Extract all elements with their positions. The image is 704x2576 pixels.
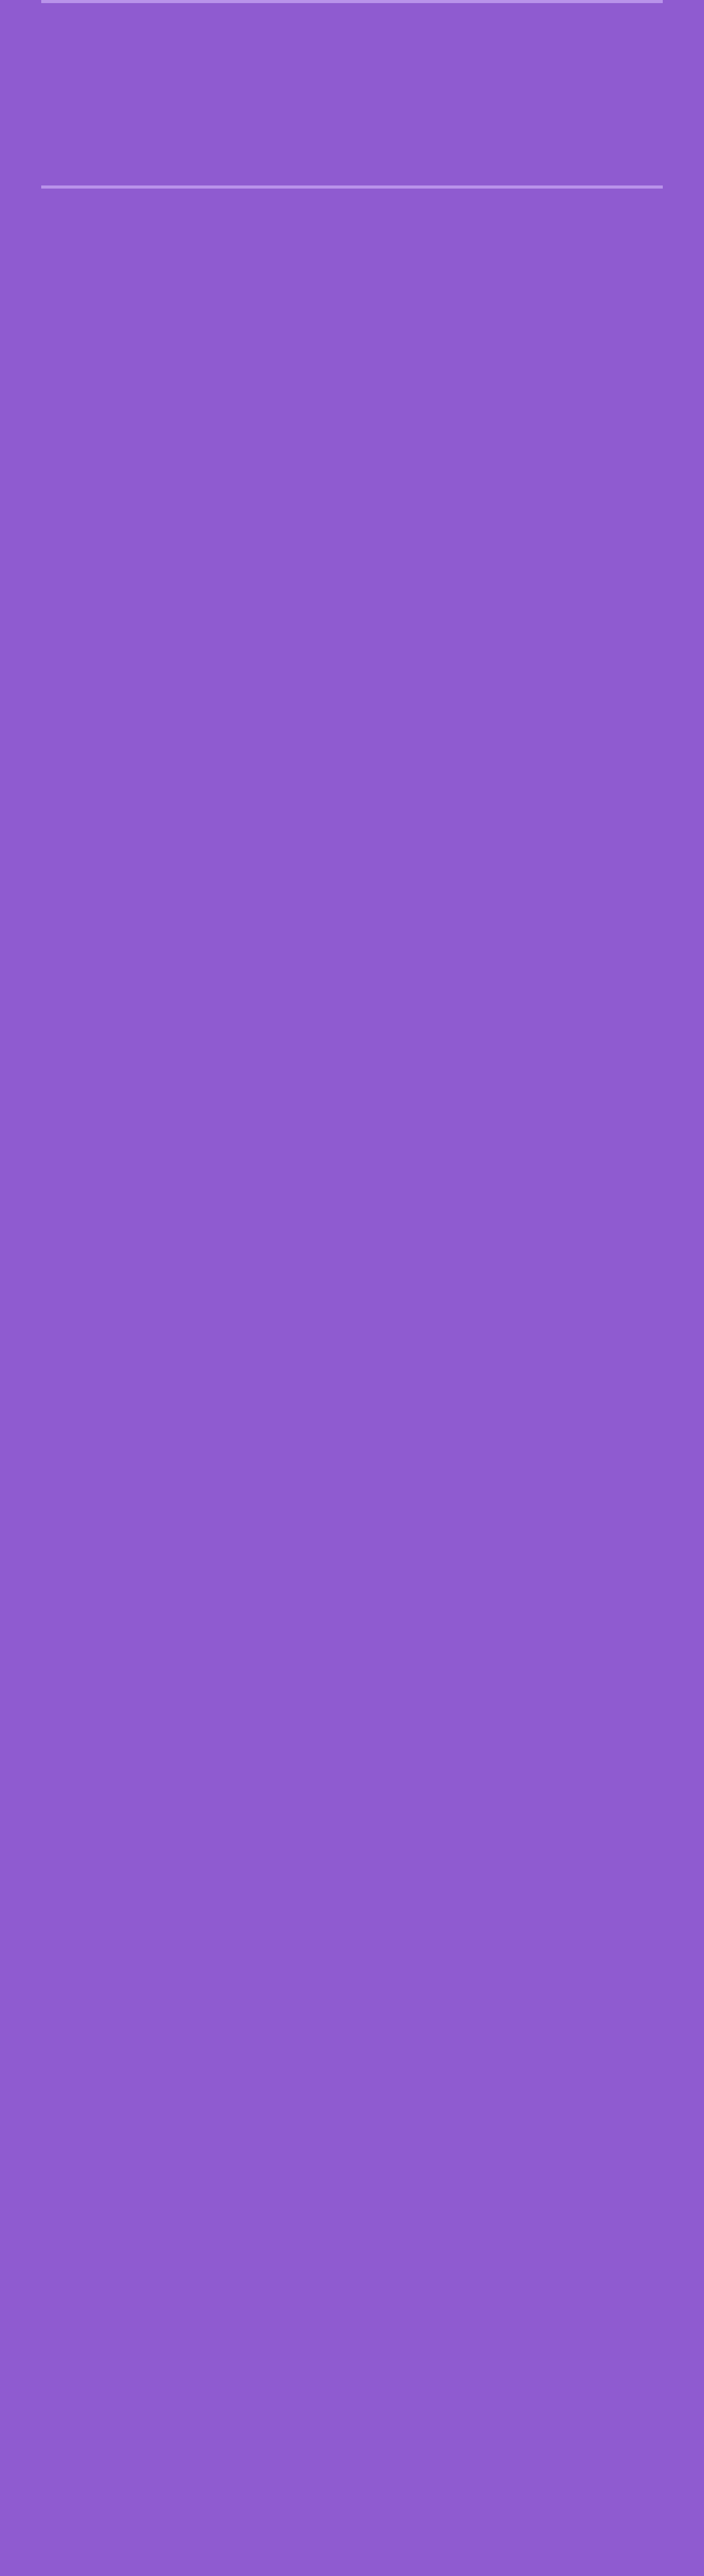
conversation-section-5 (41, 0, 663, 3)
conversation-section-1 (41, 185, 663, 189)
